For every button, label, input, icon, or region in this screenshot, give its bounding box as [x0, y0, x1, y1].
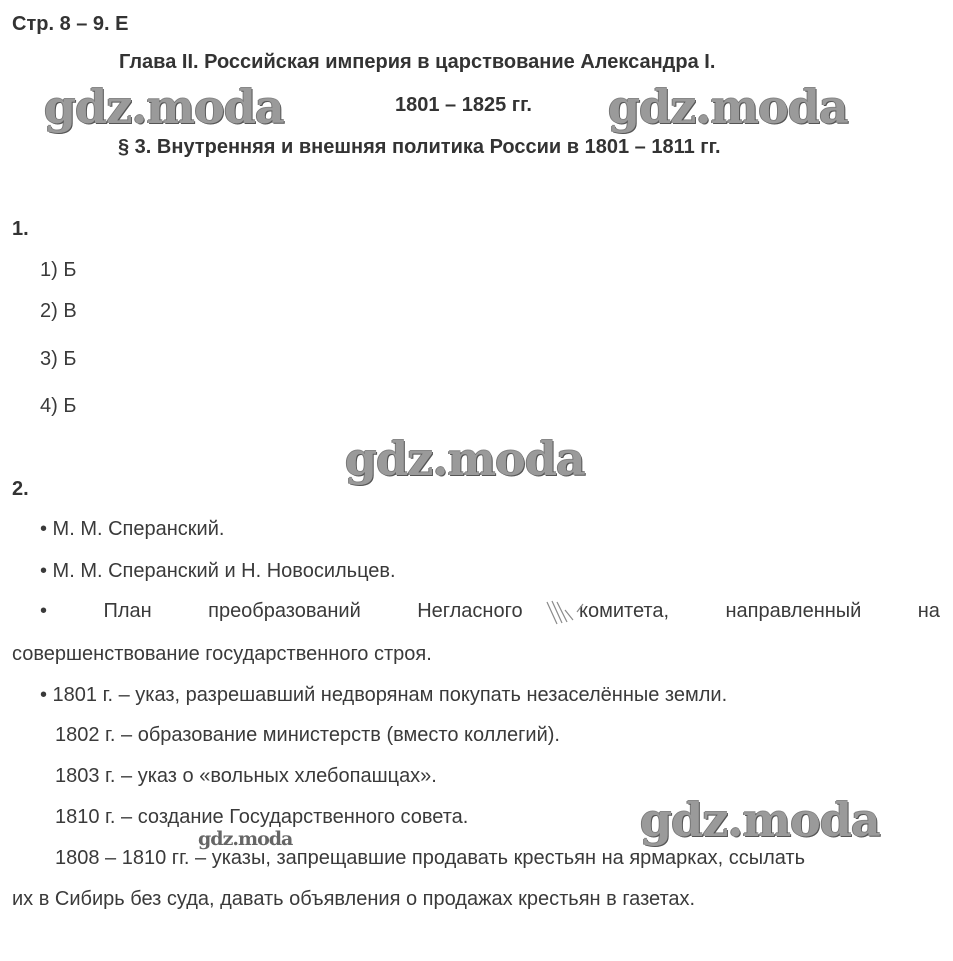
answer-3: 3) Б	[40, 348, 77, 370]
answer-1: 1) Б	[40, 259, 77, 281]
word: преобразований	[208, 600, 361, 622]
word: направленный	[725, 600, 862, 622]
bullet-dot: •	[40, 600, 48, 622]
chapter-title: Глава II. Российская империя в царствование Александра I.	[119, 51, 716, 73]
word: комитета,	[579, 600, 670, 622]
scribble-mark	[543, 598, 593, 628]
answer-2: 2) В	[40, 300, 77, 322]
word: на	[917, 600, 940, 622]
reform-1808-1810: 1808 – 1810 гг. – указы, запрещавшие продавать крестьян на ярмарках, ссылать	[55, 847, 805, 869]
bullet-committee-plan-cont: совершенствование государственного строя.	[12, 643, 432, 665]
bullet-speransky: • М. М. Сперанский.	[40, 518, 225, 540]
question-2-number: 2.	[12, 478, 29, 500]
chapter-years: 1801 – 1825 гг.	[395, 94, 532, 116]
watermark-logo: gdz.moda	[44, 80, 284, 134]
reform-1801: • 1801 г. – указ, разрешавший недворянам покупать незаселённые земли.	[40, 684, 728, 706]
reform-1808-1810-cont: их в Сибирь без суда, давать объявления о продажах крестьян в газетах.	[12, 888, 696, 910]
word: План	[103, 600, 152, 622]
question-1-number: 1.	[12, 218, 29, 240]
watermark-logo: gdz.moda	[608, 80, 848, 134]
reform-1803: 1803 г. – указ о «вольных хлебопашцах».	[55, 765, 437, 787]
reform-1802: 1802 г. – образование министерств (вместо коллегий).	[55, 724, 560, 746]
reform-1810: 1810 г. – создание Государственного совета.	[55, 806, 469, 828]
bullet-committee-plan	[40, 600, 940, 623]
bullet-speransky-novosiltsev: • М. М. Сперанский и Н. Новосильцев.	[40, 560, 396, 582]
watermark-logo: gdz.moda	[345, 432, 585, 486]
answer-4: 4) Б	[40, 395, 77, 417]
watermark-logo-small: gdz.moda	[198, 828, 293, 850]
section-title: § 3. Внутренняя и внешняя политика России в 1801 – 1811 гг.	[118, 136, 721, 158]
word: Негласного	[417, 600, 523, 622]
page-reference: Стр. 8 – 9. Е	[12, 13, 129, 35]
watermark-logo: gdz.moda	[640, 793, 880, 847]
